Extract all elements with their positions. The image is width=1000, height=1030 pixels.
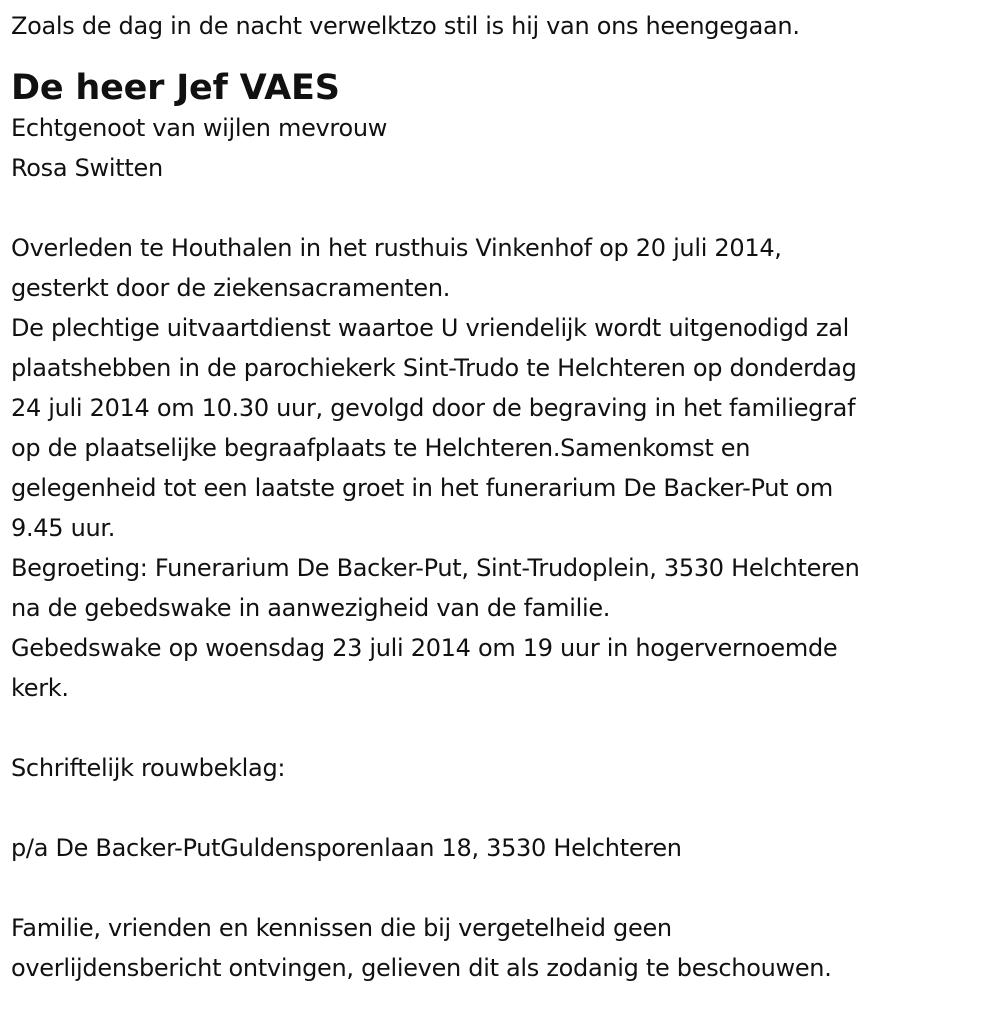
notice-line: gesterkt door de ziekensacramenten.	[11, 274, 451, 302]
spacer	[11, 46, 991, 68]
relation-line: Echtgenoot van wijlen mevrouw	[11, 114, 388, 142]
relation-line: Rosa Switten	[11, 154, 163, 182]
notice-block	[11, 228, 991, 708]
notice-line: 9.45 uur.	[11, 514, 116, 542]
blank-line	[11, 868, 991, 908]
notice-line: plaatshebben in de parochiekerk Sint-Trudo te Helchteren op donderdag	[11, 354, 857, 382]
notice-line: op de plaatselijke begraafplaats te Helchteren.Samenkomst en	[11, 434, 751, 462]
relation-block	[11, 108, 991, 188]
notice-line: na de gebedswake in aanwezigheid van de familie.	[11, 594, 611, 622]
blank-line	[11, 788, 991, 828]
notice-line: Begroeting: Funerarium De Backer-Put, Sint-Trudoplein, 3530 Helchteren	[11, 554, 860, 582]
notice-line: Gebedswake op woensdag 23 juli 2014 om 19 uur in hogervernoemde	[11, 634, 838, 662]
notice-line: Overleden te Houthalen in het rusthuis Vinkenhof op 20 juli 2014,	[11, 234, 782, 262]
closing-block	[11, 908, 991, 988]
condolences-address: p/a De Backer-PutGuldensporenlaan 18, 3530 Helchteren	[11, 834, 682, 862]
blank-line	[11, 708, 991, 748]
closing-line: overlijdensbericht ontvingen, gelieven dit als zodanig te beschouwen.	[11, 954, 832, 982]
notice-line: De plechtige uitvaartdienst waartoe U vriendelijk wordt uitgenodigd zal	[11, 314, 849, 342]
closing-line: Familie, vrienden en kennissen die bij vergetelheid geen	[11, 914, 672, 942]
notice-line: 24 juli 2014 om 10.30 uur, gevolgd door de begraving in het familiegraf	[11, 394, 856, 422]
obituary-document	[11, 6, 991, 988]
notice-line: kerk.	[11, 674, 69, 702]
condolences-label: Schriftelijk rouwbeklag:	[11, 754, 286, 782]
memorial-quote: Zoals de dag in de nacht verwelktzo stil is hij van ons heengegaan.	[11, 12, 800, 40]
blank-line	[11, 188, 991, 228]
notice-line: gelegenheid tot een laatste groet in het funerarium De Backer-Put om	[11, 474, 834, 502]
deceased-name: De heer Jef VAES	[11, 68, 340, 108]
